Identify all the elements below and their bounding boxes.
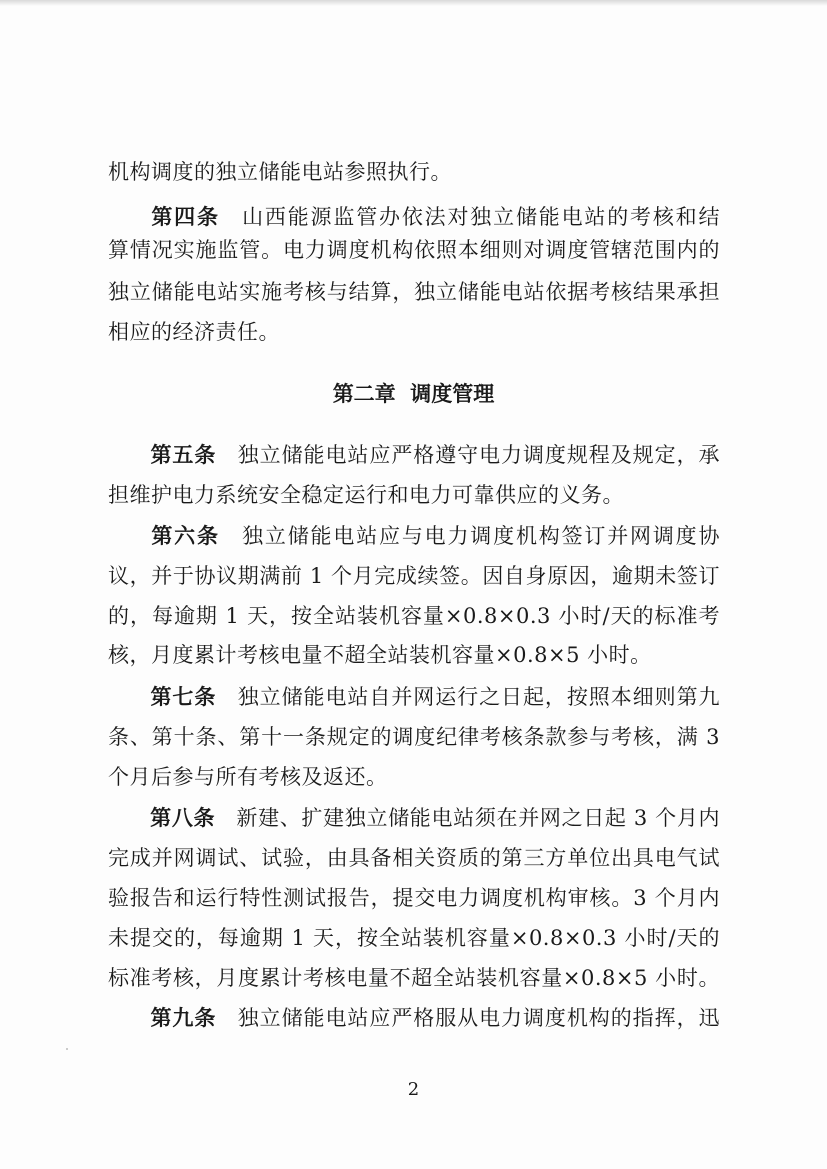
article4-line-3 — [108, 278, 720, 306]
article8-line-3 — [108, 884, 720, 912]
article5-label: 第五条 — [150, 443, 217, 467]
article9-label: 第九条 — [150, 1006, 217, 1030]
article4-label: 第四条 — [150, 205, 220, 229]
article4-text-4: 相应的经济责任。 — [108, 320, 280, 344]
article7-line-3 — [108, 763, 720, 791]
article5-line-2 — [108, 481, 720, 509]
article7-text-2: 条、第十条、第十一条规定的调度纪律考核条款参与考核，满 3 — [108, 725, 720, 749]
article4-text-3: 独立储能电站实施考核与结算，独立储能电站依据考核结果承担 — [108, 280, 720, 304]
chapter-heading: 第二章 调度管理 — [332, 382, 495, 406]
article7-text-3: 个月后参与所有考核及返还。 — [108, 765, 388, 789]
article8-line-2 — [108, 844, 720, 872]
article4-line-2 — [108, 236, 720, 264]
scan-top-edge — [0, 0, 827, 6]
article7-label: 第七条 — [150, 685, 217, 709]
intro-line-1 — [108, 158, 720, 186]
article5-text-2: 担维护电力系统安全稳定运行和电力可靠供应的义务。 — [108, 483, 624, 507]
article7-text-1: 独立储能电站自并网运行之日起，按照本细则第九 — [237, 685, 720, 709]
article6-text-2: 议，并于协议期满前 1 个月完成续签。因自身原因，逾期未签订 — [108, 564, 720, 588]
page-number: 2 — [407, 1079, 420, 1100]
article9-line-1 — [108, 1004, 720, 1032]
article6-line-4 — [108, 641, 720, 669]
article5-line-1 — [108, 441, 720, 469]
article8-text-2: 完成并网调试、试验，由具备相关资质的第三方单位出具电气试 — [108, 846, 720, 870]
article8-line-4 — [108, 924, 720, 952]
article4-line-4 — [108, 318, 720, 346]
intro-text: 机构调度的独立储能电站参照执行。 — [108, 160, 452, 184]
scan-speck — [66, 1048, 68, 1050]
article7-line-1 — [108, 683, 720, 711]
article8-text-3: 验报告和运行特性测试报告，提交电力调度机构审核。3 个月内 — [108, 886, 720, 910]
article8-label: 第八条 — [150, 806, 216, 830]
article4-text-2: 算情况实施监管。电力调度机构依照本细则对调度管辖范围内的 — [108, 238, 720, 262]
article8-text-4: 未提交的，每逾期 1 天，按全站装机容量×0.8×0.3 小时/天的 — [108, 926, 720, 950]
article9-text-1: 独立储能电站应严格服从电力调度机构的指挥，迅 — [237, 1006, 720, 1030]
article8-text-1: 新建、扩建独立储能电站须在并网之日起 3 个月内 — [236, 806, 720, 830]
article6-line-3 — [108, 602, 720, 630]
article5-text-1: 独立储能电站应严格遵守电力调度规程及规定，承 — [237, 443, 720, 467]
article4-line-1 — [108, 203, 720, 231]
article6-line-1 — [108, 522, 720, 550]
article6-text-4: 核，月度累计考核电量不超全站装机容量×0.8×5 小时。 — [108, 643, 652, 667]
article8-line-1 — [108, 804, 720, 832]
article6-text-1: 独立储能电站应与电力调度机构签订并网调度协 — [240, 524, 720, 548]
article7-line-2 — [108, 723, 720, 751]
article8-line-5 — [108, 964, 720, 992]
article6-label: 第六条 — [150, 524, 220, 548]
article6-text-3: 的，每逾期 1 天，按全站装机容量×0.8×0.3 小时/天的标准考 — [108, 604, 720, 628]
article6-line-2 — [108, 562, 720, 590]
article4-text-1: 山西能源监管办依法对独立储能电站的考核和结 — [240, 205, 720, 229]
article8-text-5: 标准考核，月度累计考核电量不超全站装机容量×0.8×5 小时。 — [108, 966, 720, 990]
